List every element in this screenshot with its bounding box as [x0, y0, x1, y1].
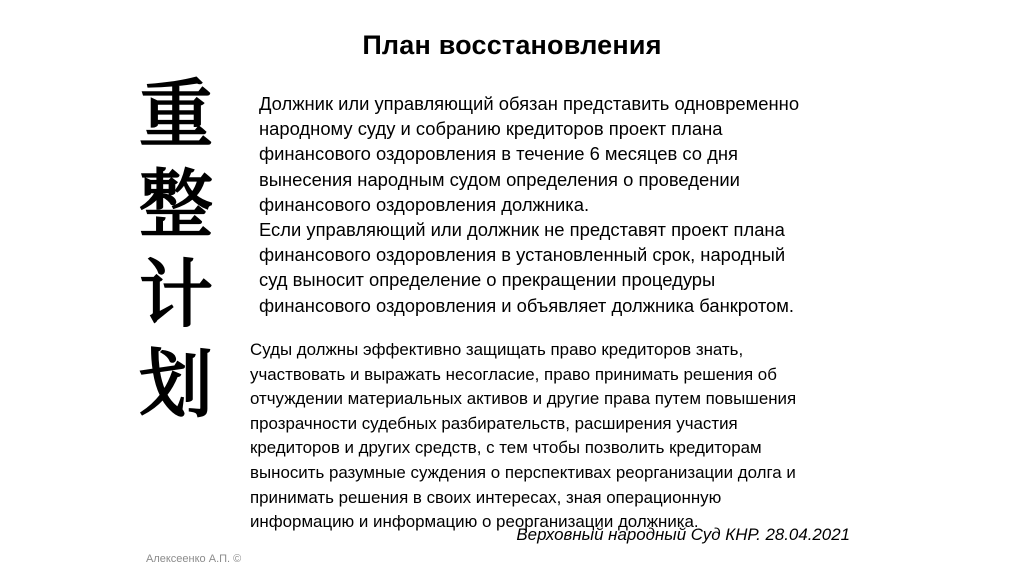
paragraph-line: финансового оздоровления в установленный срок, народный: [259, 244, 786, 266]
quote-line: отчуждении материальных активов и другие права путем повышения: [250, 389, 797, 409]
author-footer: Алексеенко А.П. ©: [146, 553, 242, 565]
paragraph-line: Если управляющий или должник не представят проект плана: [259, 219, 785, 241]
chinese-character-3: 计: [139, 252, 213, 338]
court-quote-block: [250, 338, 850, 535]
slide-title: План восстановления: [362, 30, 662, 60]
paragraph-line: финансового оздоровления и объявляет должника банкротом.: [259, 294, 795, 316]
quote-citation: Верховный народный Суд КНР. 28.04.2021: [516, 525, 850, 544]
quote-line: выносить разумные суждения о перспективах реорганизации долга и: [250, 462, 796, 482]
quote-line: участвовать и выражать несогласие, право принимать решения об: [250, 364, 777, 384]
quote-line: информацию и информацию о реорганизации должника.: [250, 512, 699, 532]
chinese-character-1: 重: [139, 72, 213, 158]
main-text-block: [259, 91, 844, 318]
quote-line: кредиторов и других средств, с тем чтобы позволить кредиторам: [250, 438, 762, 458]
chinese-character-2: 整: [139, 162, 213, 248]
paragraph-line: народному суду и собранию кредиторов проект плана: [259, 118, 723, 140]
quote-line: принимать решения в своих интересах, зная операционную: [250, 487, 722, 507]
quote-line: прозрачности судебных разбирательств, расширения участия: [250, 413, 738, 433]
quote-line: Суды должны эффективно защищать право кредиторов знать,: [250, 340, 744, 359]
paragraph-line: Должник или управляющий обязан представить одновременно: [259, 93, 800, 114]
chinese-character-4: 划: [139, 342, 213, 428]
paragraph-line: финансового оздоровления должника.: [259, 193, 590, 215]
vertical-chinese-characters: [130, 70, 222, 430]
paragraph-line: вынесения народным судом определения о проведении: [259, 168, 740, 190]
paragraph-line: финансового оздоровления в течение 6 месяцев со дня: [259, 143, 738, 165]
paragraph-line: суд выносит определение о прекращении процедуры: [259, 269, 716, 291]
